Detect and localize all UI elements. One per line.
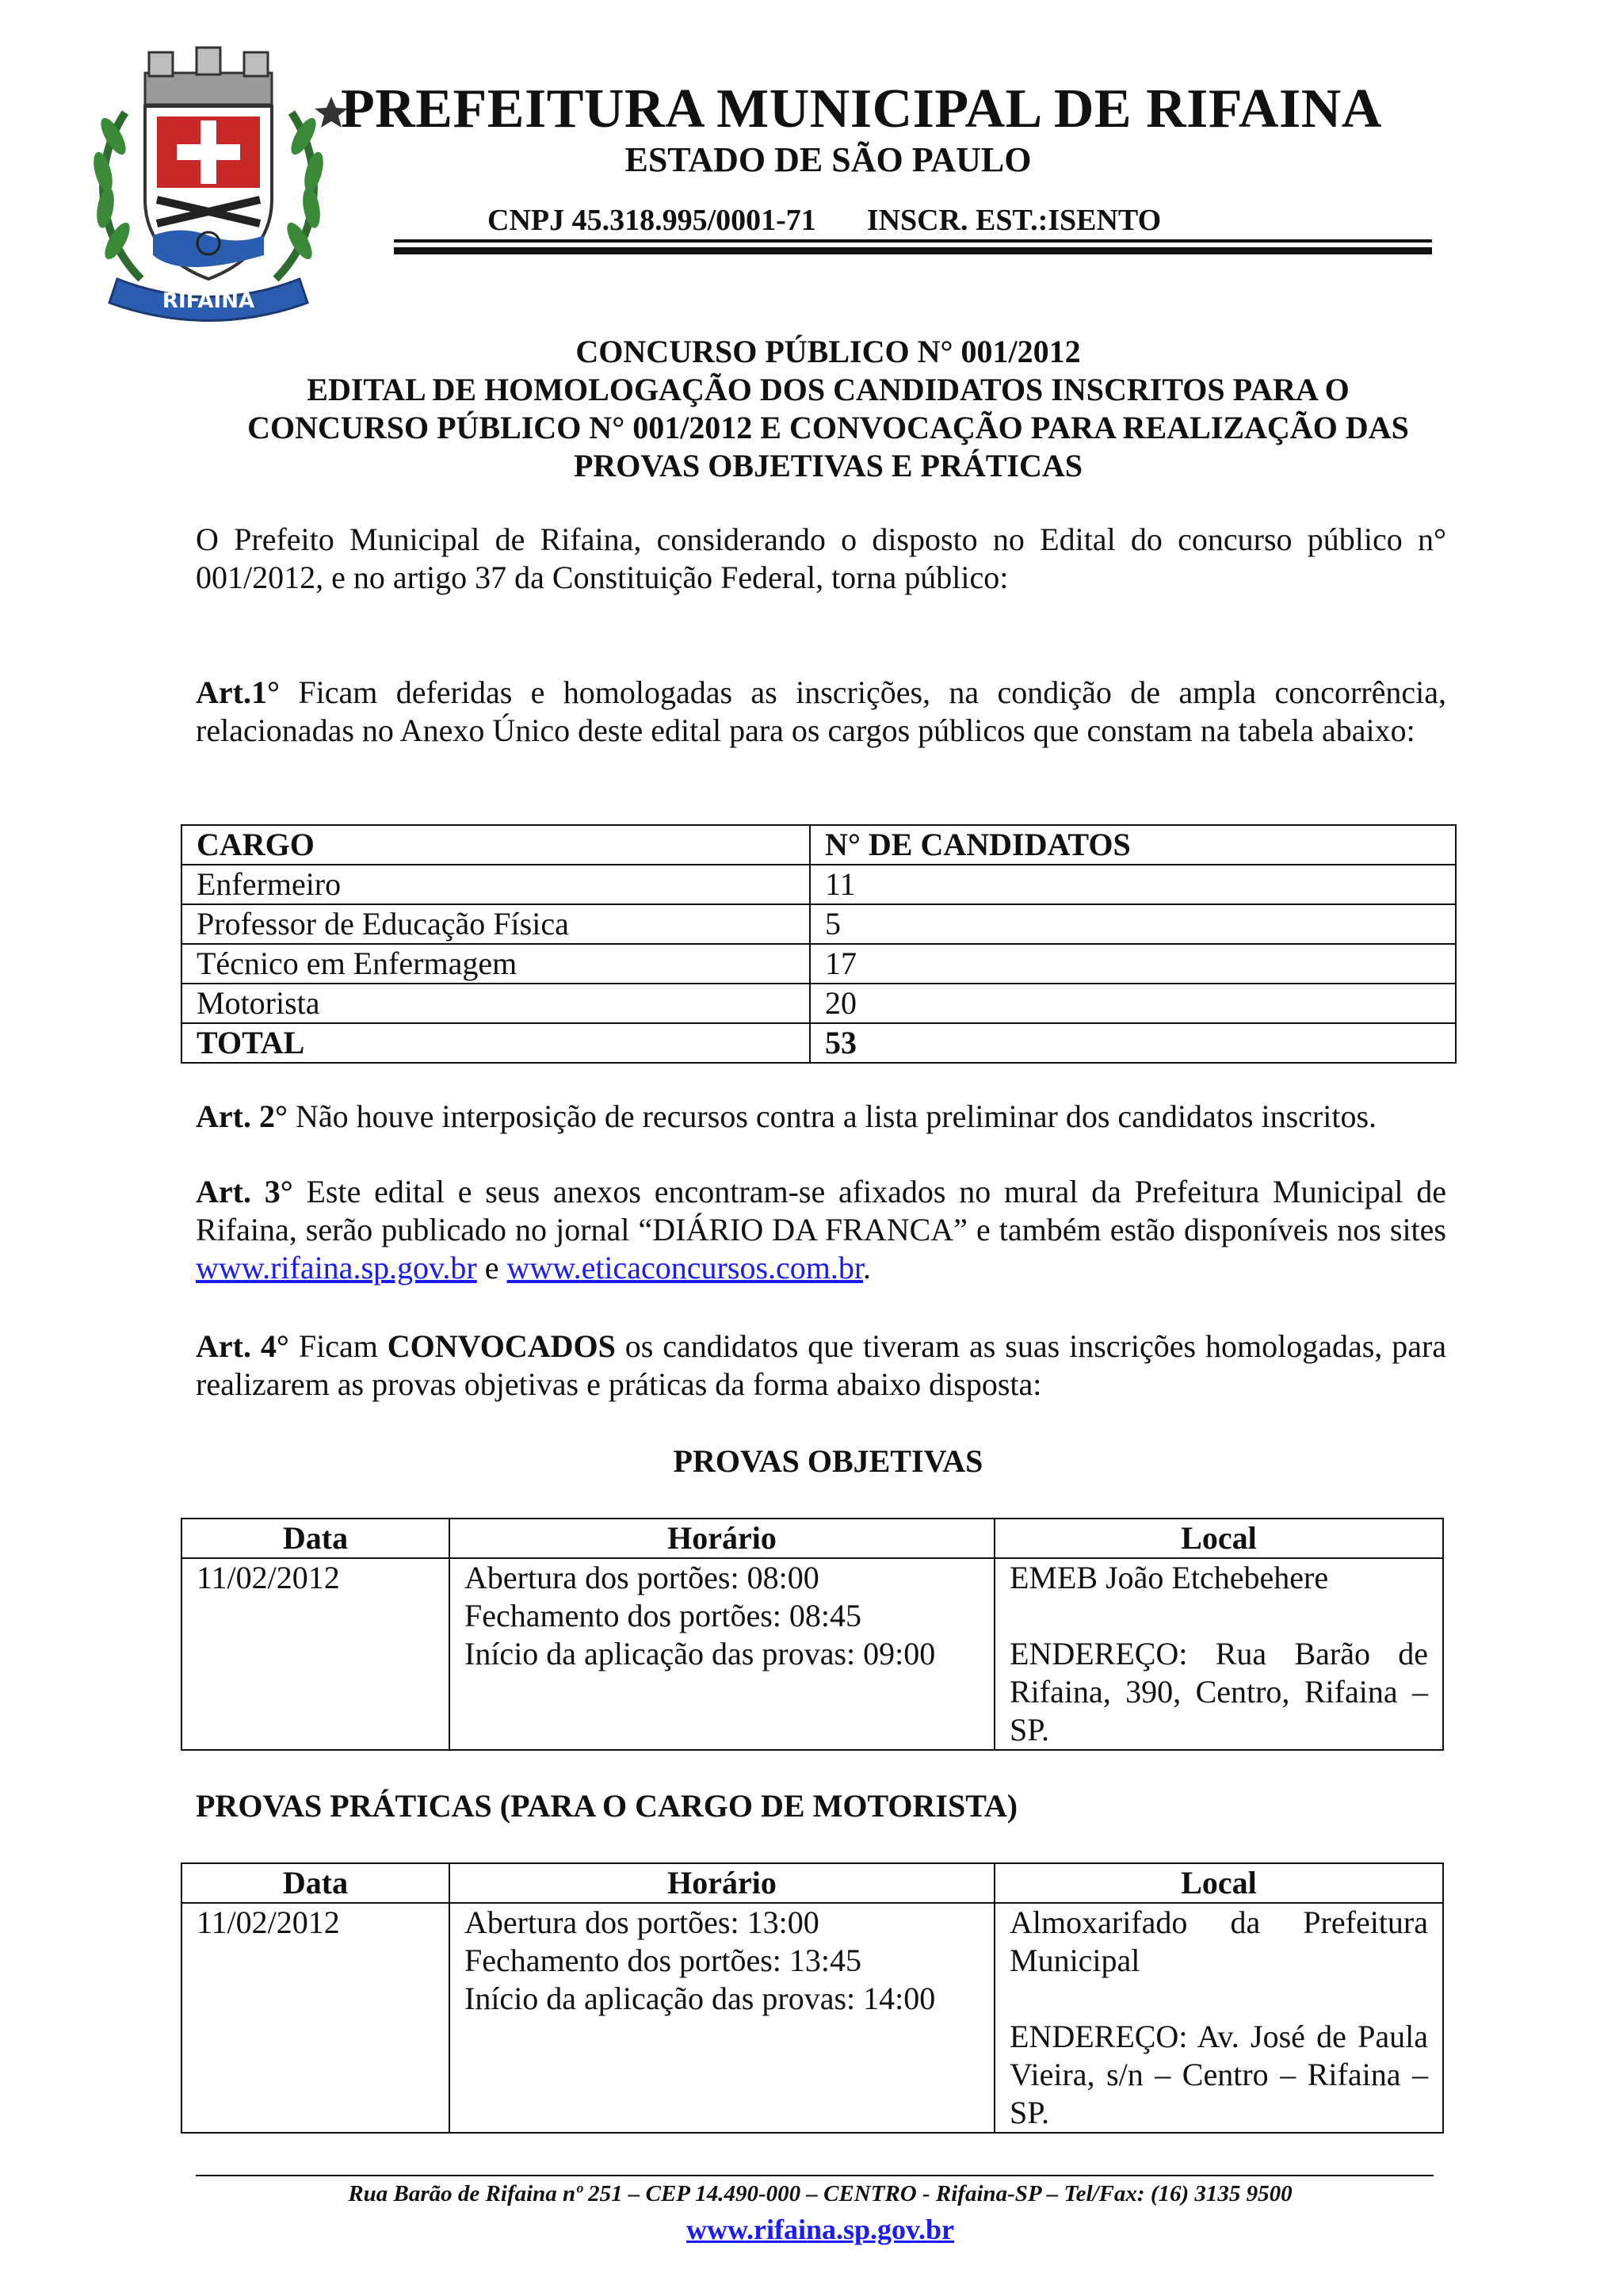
table-row [181,904,1456,944]
article-label: Art. 4° [196,1328,289,1364]
local-address: ENDEREÇO: Av. José de Paula Vieira, s/n – Centro – Rifaina – SP. [1010,2019,1428,2130]
table-header-cell: Data [181,1519,449,1558]
horario-line: Fechamento dos portões: 08:45 [464,1598,862,1633]
crest-banner-text: RIFAINA [162,289,255,313]
table-row [181,1903,1443,2133]
table-header-cell: CARGO [181,825,810,865]
local-address: ENDEREÇO: Rua Barão de Rifaina, 390, Centro, Rifaina – SP. [1010,1636,1428,1748]
horario-cell [449,1903,995,2133]
registration-line [487,203,1161,238]
horario-cell [449,1558,995,1750]
footer-address: Rua Barão de Rifaina nº 251 – CEP 14.490-000 – CENTRO - Rifaina-SP – Tel/Fax: (16) 3135 9500 [348,2181,1293,2206]
table-cell: Professor de Educação Física [181,904,810,944]
footer-website-link[interactable]: www.rifaina.sp.gov.br [685,2214,955,2245]
horario-line: Início da aplicação das provas: 09:00 [464,1636,936,1671]
provas-praticas-title: PROVAS PRÁTICAS (PARA O CARGO DE MOTORISTA) [196,1788,1018,1824]
table-total-row [181,1023,1456,1063]
table-cell: 53 [810,1023,1456,1063]
municipal-crest-logo [70,41,347,327]
table-row [181,1558,1443,1750]
table-header-row [181,1519,1443,1558]
article-label: Art.1° [196,674,280,710]
rifaina-site-link[interactable]: www.rifaina.sp.gov.br [196,1250,477,1286]
local-name: EMEB João Etchebehere [1010,1560,1329,1595]
article-2 [196,1098,1446,1136]
table-cell: Motorista [181,984,810,1023]
heading-line: EDITAL DE HOMOLOGAÇÃO DOS CANDIDATOS INSCRITOS PARA O [307,372,1350,407]
article-text: Não houve interposição de recursos contra a lista preliminar dos candidatos inscritos. [295,1098,1377,1134]
article-label: Art. 3° [196,1174,293,1209]
article-text: os candidatos que tiveram as suas inscrições homologadas, para realizarem as provas objetivas e práticas da forma abaixo disposta: [196,1328,1447,1402]
table-row [181,944,1456,984]
table-cell: 11 [810,865,1456,904]
table-header-cell: N° DE CANDIDATOS [810,825,1456,865]
local-cell [995,1903,1443,2133]
table-header-cell: Local [995,1519,1443,1558]
local-cell [995,1558,1443,1750]
heading-line: PROVAS OBJETIVAS E PRÁTICAS [573,448,1083,483]
table-header-cell: Local [995,1863,1443,1903]
horario-line: Abertura dos portões: 13:00 [464,1904,819,1940]
header-rule-thick [394,247,1432,254]
article-label: Art. 2° [196,1098,288,1134]
provas-objetivas-title: PROVAS OBJETIVAS [673,1443,983,1479]
table-cell: TOTAL [181,1023,810,1063]
edital-heading [0,333,1623,485]
article-text: . [863,1250,871,1286]
table-header-cell: Data [181,1863,449,1903]
intro-paragraph: O Prefeito Municipal de Rifaina, considerando o disposto no Edital do concurso público n° 001/2012, e no artigo 37 da Constituição Federal, torna público: [196,521,1446,595]
inscr-text: INSCR. EST.:ISENTO [866,204,1162,237]
table-header-cell: Horário [449,1519,995,1558]
article-4 [196,1328,1446,1404]
local-name: Almoxarifado da Prefeitura Municipal [1010,1904,1428,1978]
page-title: PREFEITURA MUNICIPAL DE RIFAINA [341,78,1382,139]
article-1 [196,674,1446,750]
table-header-cell: Horário [449,1863,995,1903]
table-cell: 5 [810,904,1456,944]
table-header-row [181,825,1456,865]
table-cell: Técnico em Enfermagem [181,944,810,984]
article-text: e [484,1250,499,1286]
article-bold-word: CONVOCADOS [387,1328,616,1364]
table-cell: Enfermeiro [181,865,810,904]
heading-line: CONCURSO PÚBLICO N° 001/2012 [575,334,1081,369]
cnpj-text: CNPJ 45.318.995/0001-71 [487,204,816,237]
article-3 [196,1173,1446,1287]
horario-line: Fechamento dos portões: 13:45 [464,1943,862,1978]
table-row [181,984,1456,1023]
horario-line: Abertura dos portões: 08:00 [464,1560,819,1595]
provas-praticas-table [181,1862,1444,2134]
article-text: Ficam [298,1328,378,1364]
heading-line: CONCURSO PÚBLICO N° 001/2012 E CONVOCAÇÃO PARA REALIZAÇÃO DAS [247,410,1409,445]
date-cell: 11/02/2012 [181,1903,449,2133]
table-cell: 20 [810,984,1456,1023]
horario-line: Início da aplicação das provas: 14:00 [464,1981,936,2016]
table-row [181,865,1456,904]
table-cell: 17 [810,944,1456,984]
provas-objetivas-table [181,1518,1444,1751]
state-subtitle: ESTADO DE SÃO PAULO [624,140,1032,179]
cargo-table [181,824,1457,1064]
etica-site-link[interactable]: www.eticaconcursos.com.br [506,1250,863,1286]
footer-rule [196,2175,1434,2176]
header-rule-thin [394,239,1432,243]
table-header-row [181,1863,1443,1903]
article-text: Este edital e seus anexos encontram-se afixados no mural da Prefeitura Municipal de Rifaina, serão publicado no jornal “DIÁRIO DA FRANCA” e também estão disponíveis nos sites [196,1174,1446,1247]
date-cell: 11/02/2012 [181,1558,449,1750]
article-text: Ficam deferidas e homologadas as inscrições, na condição de ampla concorrência, relacionadas no Anexo Único deste edital para os cargos públicos que constam na tabela abaixo: [196,674,1446,748]
